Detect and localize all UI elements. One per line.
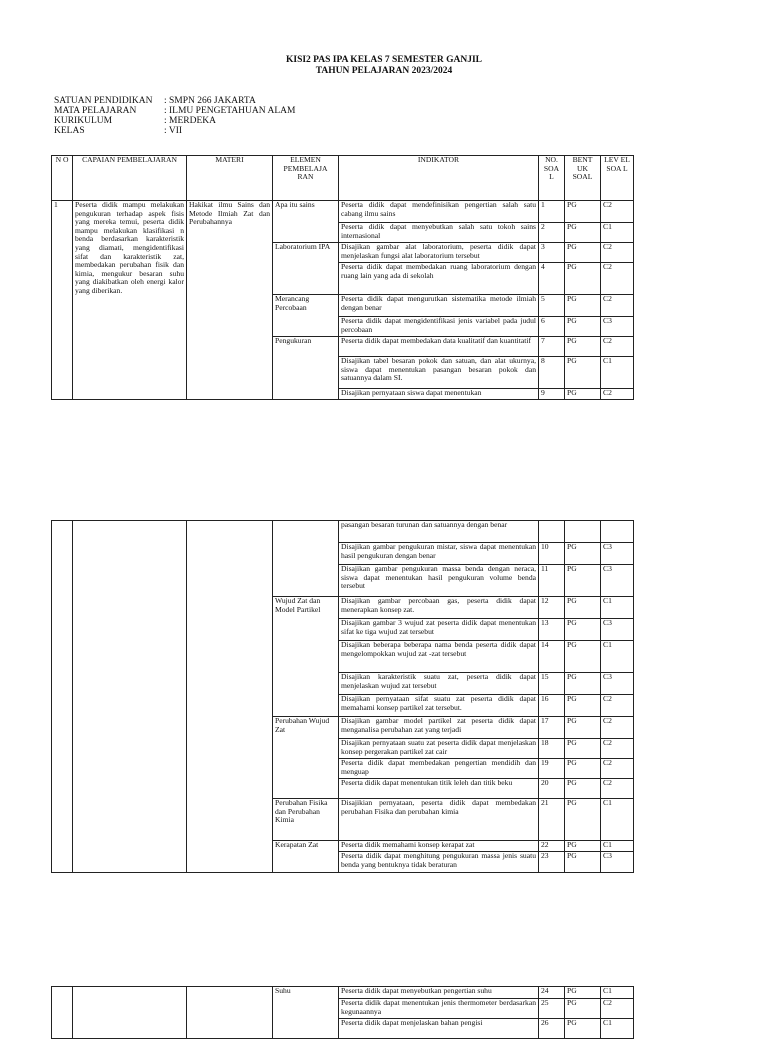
cell-indikator: pasangan besaran turunan dan satuannya dengan benar: [339, 521, 539, 543]
cell-no-soal: 21: [539, 799, 565, 841]
info-value: : SMPN 266 JAKARTA: [164, 96, 256, 106]
info-value: : MERDEKA: [164, 116, 216, 126]
cell-level-soal: C2: [601, 739, 634, 759]
header-elemen: ELEMEN PEMBELAJA RAN: [273, 156, 339, 201]
info-label: KURIKULUM: [54, 116, 113, 126]
cell-indikator: Disajikan gambar 3 wujud zat peserta didik dapat menentukan sifat ke tiga wujud zat tersebut: [339, 619, 539, 641]
header-indikator: INDIKATOR: [339, 156, 539, 201]
info-label: KELAS: [54, 126, 85, 136]
cell-no-soal: 8: [539, 357, 565, 389]
cell-indikator: Disajikan gambar pengukuran mistar, siswa dapat menentukan hasil pengukuran dengan benar: [339, 543, 539, 565]
cell-level-soal: C2: [601, 759, 634, 779]
cell-level-soal: C1: [601, 597, 634, 619]
table-body-page-3: [52, 987, 634, 1039]
cell-bentuk-soal: PG: [565, 597, 601, 619]
cell-level-soal: C3: [601, 565, 634, 597]
cell-no-soal: 4: [539, 263, 565, 295]
kisi-kisi-table-page-3: [51, 986, 634, 1039]
table-body-page-1: [52, 201, 634, 400]
cell-capaian: [73, 987, 187, 1039]
cell-bentuk-soal: PG: [565, 263, 601, 295]
cell-level-soal: C1: [601, 987, 634, 999]
cell-bentuk-soal: PG: [565, 799, 601, 841]
cell-no-soal: 14: [539, 641, 565, 673]
cell-no-soal: 20: [539, 779, 565, 799]
cell-indikator: Peserta didik dapat mengidentifikasi jenis variabel pada judul percobaan: [339, 317, 539, 337]
cell-bentuk-soal: PG: [565, 841, 601, 852]
cell-bentuk-soal: PG: [565, 739, 601, 759]
cell-elemen: Merancang Percobaan: [273, 295, 339, 337]
cell-no-soal: 9: [539, 389, 565, 400]
cell-level-soal: C3: [601, 673, 634, 695]
cell-bentuk-soal: PG: [565, 565, 601, 597]
cell-level-soal: C3: [601, 619, 634, 641]
cell-indikator: Peserta didik dapat membedakan ruang laboratorium dengan ruang lain yang ada di sekolah: [339, 263, 539, 295]
cell-bentuk-soal: PG: [565, 695, 601, 717]
cell-indikator: Peserta didik dapat menjelaskan bahan pengisi: [339, 1019, 539, 1039]
cell-no-soal: 17: [539, 717, 565, 739]
cell-level-soal: C2: [601, 999, 634, 1019]
header-no-soal: NO. SOA L: [539, 156, 565, 201]
cell-no-soal: 15: [539, 673, 565, 695]
cell-level-soal: C2: [601, 201, 634, 223]
info-value: : VII: [164, 126, 183, 136]
cell-no-soal: 25: [539, 999, 565, 1019]
cell-no-soal: 6: [539, 317, 565, 337]
cell-indikator: Peserta didik dapat menyebutkan pengertian suhu: [339, 987, 539, 999]
cell-elemen: Suhu: [273, 987, 339, 1039]
cell-bentuk-soal: PG: [565, 987, 601, 999]
cell-level-soal: C2: [601, 389, 634, 400]
cell-no-soal: 13: [539, 619, 565, 641]
table-row: [52, 201, 634, 223]
cell-bentuk-soal: PG: [565, 243, 601, 263]
cell-indikator: Disajikan pernyataan suatu zat peserta didik dapat menjelaskan konsep pergerakan partikel zat cair: [339, 739, 539, 759]
header-capaian: CAPAIAN PEMBELAJARAN: [73, 156, 187, 201]
header-no: N O: [52, 156, 73, 201]
cell-elemen: Pengukuran: [273, 337, 339, 400]
cell-indikator: Peserta didik dapat membedakan data kualitatif dan kuantitatif: [339, 337, 539, 357]
cell-bentuk-soal: PG: [565, 543, 601, 565]
cell-level-soal: [601, 521, 634, 543]
cell-materi: Hakikat ilmu Sains dan Metode Ilmiah Zat dan Perubahannya: [187, 201, 273, 400]
kisi-kisi-table-page-2: [51, 520, 634, 873]
cell-bentuk-soal: PG: [565, 779, 601, 799]
cell-indikator: Disajikian pernyataan, peserta didik dapat membedakan perubahan Fisika dan perubahan kimia: [339, 799, 539, 841]
cell-level-soal: C1: [601, 799, 634, 841]
cell-no-soal: 3: [539, 243, 565, 263]
cell-no-soal: 22: [539, 841, 565, 852]
cell-no-soal: 10: [539, 543, 565, 565]
info-value: : ILMU PENGETAHUAN ALAM: [164, 106, 296, 116]
cell-level-soal: C1: [601, 357, 634, 389]
cell-bentuk-soal: PG: [565, 717, 601, 739]
cell-level-soal: C2: [601, 243, 634, 263]
cell-bentuk-soal: PG: [565, 337, 601, 357]
cell-no: 1: [52, 201, 73, 400]
cell-no-soal: 7: [539, 337, 565, 357]
info-label: SATUAN PENDIDIKAN: [54, 96, 153, 106]
identity-block: [54, 96, 295, 136]
table-row: [52, 521, 634, 543]
header-level-soal: LEV EL SOA L: [601, 156, 634, 201]
table-row: [52, 987, 634, 999]
cell-indikator: Disajikan gambar alat laboratorium, peserta didik dapat menjelaskan fungsi alat laboratorium tersebut: [339, 243, 539, 263]
cell-no-soal: 19: [539, 759, 565, 779]
cell-level-soal: C2: [601, 695, 634, 717]
header-bentuk-soal: BENT UK SOAL: [565, 156, 601, 201]
document-title-line-2: TAHUN PELAJARAN 2023/2024: [315, 66, 453, 76]
cell-no-soal: 1: [539, 201, 565, 223]
cell-level-soal: C1: [601, 223, 634, 243]
cell-bentuk-soal: PG: [565, 223, 601, 243]
cell-bentuk-soal: PG: [565, 201, 601, 223]
cell-no: [52, 987, 73, 1039]
cell-indikator: Disajikan gambar pengukuran massa benda dengan neraca, siswa dapat menentukan hasil pengukuran volume benda tersebut: [339, 565, 539, 597]
cell-bentuk-soal: PG: [565, 852, 601, 873]
cell-indikator: Peserta didik dapat menentukan titik leleh dan titik beku: [339, 779, 539, 799]
table-header-row: [52, 156, 634, 201]
cell-no-soal: 12: [539, 597, 565, 619]
cell-level-soal: C2: [601, 779, 634, 799]
cell-bentuk-soal: PG: [565, 759, 601, 779]
cell-no-soal: [539, 521, 565, 543]
cell-level-soal: C2: [601, 263, 634, 295]
cell-elemen: Perubahan Fisika dan Perubahan Kimia: [273, 799, 339, 841]
cell-indikator: Disajikan pernyataan siswa dapat menentukan: [339, 389, 539, 400]
cell-no-soal: 2: [539, 223, 565, 243]
cell-indikator: Disajikan gambar percobaan gas, peserta didik dapat menerapkan konsep zat.: [339, 597, 539, 619]
cell-level-soal: C1: [601, 841, 634, 852]
cell-level-soal: C3: [601, 852, 634, 873]
cell-indikator: Peserta didik dapat menentukan jenis thermometer berdasarkan kegunaannya: [339, 999, 539, 1019]
cell-level-soal: C3: [601, 317, 634, 337]
cell-bentuk-soal: PG: [565, 295, 601, 317]
cell-no-soal: 16: [539, 695, 565, 717]
cell-materi: [187, 987, 273, 1039]
cell-level-soal: C2: [601, 337, 634, 357]
cell-indikator: Disajikan tabel besaran pokok dan satuan, dan alat ukurnya, siswa dapat menentukan pasangan besaran pokok dan satuannya dalam SI.: [339, 357, 539, 389]
info-row: [54, 126, 295, 136]
table-body-page-2: [52, 521, 634, 873]
cell-capaian: Peserta didik mampu melakukan pengukuran terhadap aspek fisis yang mereka temui, peserta didik mampu melakukan klasifikasi n benda berdasarkan karakteristik yang diamati, mengidentifikasi sifat dan karakteristik zat, membedakan perubahan fisik dan kimia, mengukur besaran suhu yang diakibatkan oleh energi kalor yang diberikan.: [73, 201, 187, 400]
cell-capaian: [73, 521, 187, 873]
cell-bentuk-soal: PG: [565, 1019, 601, 1039]
cell-bentuk-soal: PG: [565, 357, 601, 389]
cell-bentuk-soal: PG: [565, 619, 601, 641]
cell-level-soal: C1: [601, 1019, 634, 1039]
cell-level-soal: C1: [601, 641, 634, 673]
cell-no-soal: 18: [539, 739, 565, 759]
cell-elemen: Kerapatan Zat: [273, 841, 339, 873]
cell-indikator: Disajikan pernyataan sifat suatu zat peserta didik dapat memahami konsep partikel zat tersebut.: [339, 695, 539, 717]
cell-indikator: Disajikan gambar model partikel zat peserta didik dapat menganalisa perubahan zat yang terjadi: [339, 717, 539, 739]
cell-bentuk-soal: PG: [565, 673, 601, 695]
cell-indikator: Peserta didik dapat menyebutkan salah satu tokoh sains internasional: [339, 223, 539, 243]
cell-bentuk-soal: [565, 521, 601, 543]
cell-indikator: Peserta didik dapat membedakan pengertian mendidih dan menguap: [339, 759, 539, 779]
cell-no: [52, 521, 73, 873]
info-label: MATA PELAJARAN: [54, 106, 137, 116]
info-row: [54, 116, 295, 126]
cell-elemen: Wujud Zat dan Model Partikel: [273, 597, 339, 717]
cell-elemen: Laboratorium IPA: [273, 243, 339, 295]
cell-no-soal: 26: [539, 1019, 565, 1039]
cell-elemen: Apa itu sains: [273, 201, 339, 243]
document-title-line-1: KISI2 PAS IPA KELAS 7 SEMESTER GANJIL: [285, 55, 483, 65]
cell-bentuk-soal: PG: [565, 641, 601, 673]
cell-indikator: Peserta didik dapat mengurutkan sistematika metode ilmiah dengan benar: [339, 295, 539, 317]
cell-level-soal: C3: [601, 543, 634, 565]
cell-indikator: Disajikan beberapa beberapa nama benda peserta didik dapat mengelompokkan wujud zat -zat tersebut: [339, 641, 539, 673]
cell-indikator: Peserta didik dapat mendefinisikan pengertian salah satu cabang ilmu sains: [339, 201, 539, 223]
cell-no-soal: 23: [539, 852, 565, 873]
cell-indikator: Disajikan karakteristik suatu zat, peserta didik dapat menjelaskan wujud zat tersebut: [339, 673, 539, 695]
cell-level-soal: C2: [601, 717, 634, 739]
cell-bentuk-soal: PG: [565, 389, 601, 400]
cell-bentuk-soal: PG: [565, 317, 601, 337]
info-row: [54, 106, 295, 116]
cell-no-soal: 5: [539, 295, 565, 317]
cell-materi: [187, 521, 273, 873]
cell-elemen: Perubahan Wujud Zat: [273, 717, 339, 799]
cell-indikator: Peserta didik memahami konsep kerapat zat: [339, 841, 539, 852]
cell-no-soal: 24: [539, 987, 565, 999]
cell-elemen: [273, 521, 339, 597]
info-row: [54, 96, 295, 106]
cell-no-soal: 11: [539, 565, 565, 597]
header-materi: MATERI: [187, 156, 273, 201]
cell-level-soal: C2: [601, 295, 634, 317]
cell-indikator: Peserta didik dapat menghitung pengukuran massa jenis suatu benda yang bentuknya tidak beraturan: [339, 852, 539, 873]
kisi-kisi-table-page-1: [51, 155, 634, 400]
cell-bentuk-soal: PG: [565, 999, 601, 1019]
